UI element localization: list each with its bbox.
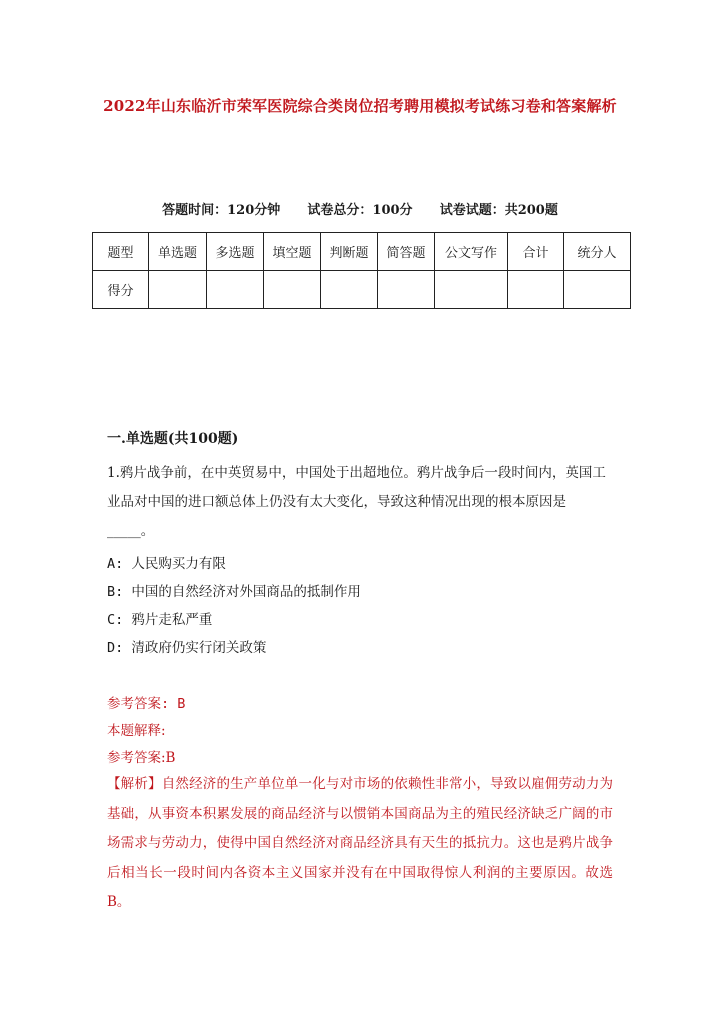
score-cell[interactable] [378, 271, 435, 309]
header-cell: 题型 [93, 233, 149, 271]
option-a: A: 人民购买力有限 [107, 556, 226, 572]
score-table-row [93, 271, 631, 309]
score-cell[interactable] [264, 271, 321, 309]
analysis-text: 【解析】自然经济的生产单位单一化与对市场的依赖性非常小，导致以雇佣劳动力为基础，从事资本积累发展的商品经济与以惯销本国商品为主的殖民经济缺乏广阔的市场需求与劳动力，使得中国自然经济对商品经济具有天生的抵抗力。这也是鸦片战争后相当长一段时间内各资本主义国家并没有在中国取得惊人利润的主要原因。故选B。 [107, 776, 613, 911]
header-cell: 单选题 [149, 233, 207, 271]
option-d: D: 清政府仍实行闭关政策 [107, 640, 267, 656]
header-cell: 简答题 [378, 233, 435, 271]
reference-answer-repeat: 参考答案:B [107, 750, 176, 766]
option-c: C: 鸦片走私严重 [107, 612, 213, 628]
header-cell: 多选题 [207, 233, 264, 271]
section-title: 一.单选题(共100题) [107, 431, 239, 447]
score-cell[interactable] [435, 271, 508, 309]
exam-question-count: 试卷试题：共200题 [439, 203, 558, 218]
exam-time: 答题时间：120分钟 [162, 203, 281, 218]
header-cell: 公文写作 [435, 233, 508, 271]
question-text: 1.鸦片战争前，在中英贸易中，中国处于出超地位。鸦片战争后一段时间内，英国工业品对中国的进口额总体上仍没有太大变化，导致这种情况出现的根本原因是_____。 [107, 465, 606, 539]
document-title: 2022年山东临沂市荣军医院综合类岗位招考聘用模拟考试练习卷和答案解析 [103, 97, 617, 115]
score-cell[interactable] [207, 271, 264, 309]
score-table [92, 232, 631, 309]
header-cell: 合计 [508, 233, 564, 271]
score-cell[interactable] [149, 271, 207, 309]
explanation-label: 本题解释: [107, 723, 166, 739]
exam-total-score: 试卷总分：100分 [307, 203, 413, 218]
option-b: B: 中国的自然经济对外国商品的抵制作用 [107, 584, 361, 600]
header-cell: 填空题 [264, 233, 321, 271]
score-table-header [93, 233, 631, 271]
reference-answer: 参考答案: B [107, 696, 186, 712]
exam-meta [92, 199, 628, 218]
score-cell[interactable] [321, 271, 378, 309]
score-cell[interactable] [508, 271, 564, 309]
row-label: 得分 [93, 271, 149, 309]
header-cell: 判断题 [321, 233, 378, 271]
header-cell: 统分人 [564, 233, 631, 271]
score-cell[interactable] [564, 271, 631, 309]
